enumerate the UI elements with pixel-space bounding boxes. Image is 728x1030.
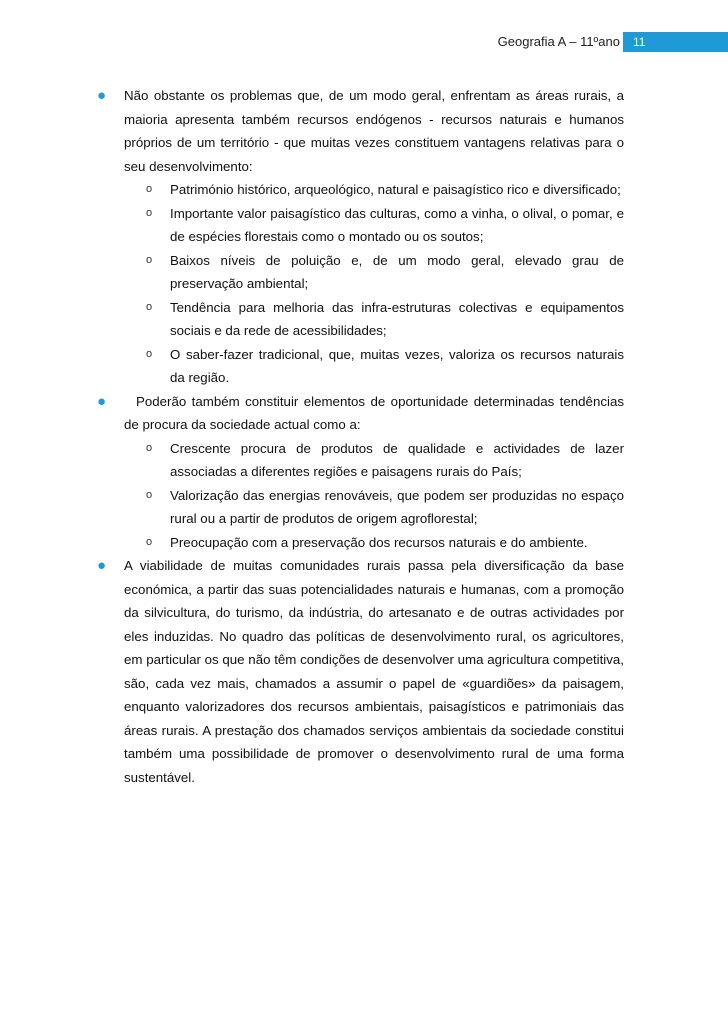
list-item xyxy=(146,249,624,296)
page-header xyxy=(0,32,728,54)
document-body xyxy=(97,84,624,789)
bullet-icon: ● xyxy=(97,557,107,574)
bullet-icon: ● xyxy=(97,87,107,104)
list-item-text: O saber-fazer tradicional, que, muitas vezes, valoriza os recursos naturais da região. xyxy=(170,346,624,385)
bullet-icon: ● xyxy=(97,392,107,410)
list-item-text: Crescente procura de produtos de qualidade e actividades de lazer associadas a diferentes regiões e paisagens rurais do País; xyxy=(170,440,624,479)
list-item xyxy=(146,296,624,343)
circle-bullet-icon: o xyxy=(146,253,153,266)
list-item xyxy=(146,343,624,390)
list-item xyxy=(146,484,624,531)
header-title: Geografia A – 11ºano xyxy=(497,34,620,49)
circle-bullet-icon: o xyxy=(146,535,153,548)
list-item-text: Preocupação com a preservação dos recursos naturais e do ambiente. xyxy=(170,534,588,550)
list-item xyxy=(146,202,624,249)
paragraph-3-text: A viabilidade de muitas comunidades rurais passa pela diversificação da base económica, a partir das suas potencialidades naturais e humanas, com a promoção da silvicultura, do turismo, da indústria, do artesanato e de outras actividades por eles induzidas. No quadro das políticas de desenvolvimento rural, os agricultores, em particular os que não têm condições de desenvolver uma agricultura competitiva, são, cada vez mais, chamados a assumir o papel de «guardiões» da paisagem, enquanto valorizadores dos recursos ambientais, paisagísticos e patrimoniais das áreas rurais. A prestação dos chamados serviços ambientais da sociedade constitui também uma possibilidade de promover o desenvolvimento rural de uma forma sustentável. xyxy=(124,558,624,785)
list-item-text: Património histórico, arqueológico, natural e paisagístico rico e diversificado; xyxy=(170,182,621,197)
list-item xyxy=(146,531,624,555)
circle-bullet-icon: o xyxy=(146,183,153,195)
circle-bullet-icon: o xyxy=(146,347,153,360)
paragraph-2-text: Poderão também constituir elementos de oportunidade determinadas tendências de procura da sociedade actual como a: xyxy=(124,393,624,432)
circle-bullet-icon: o xyxy=(146,488,153,501)
list-item-text: Importante valor paisagístico das culturas, como a vinha, o olival, o pomar, e de espécies florestais como o montado ou os soutos; xyxy=(170,205,624,244)
paragraph-1 xyxy=(97,84,624,178)
circle-bullet-icon: o xyxy=(146,441,153,454)
page-number-badge xyxy=(623,32,728,52)
list-item-text: Baixos níveis de poluição e, de um modo geral, elevado grau de preservação ambiental; xyxy=(170,252,624,291)
paragraph-2 xyxy=(97,390,624,437)
circle-bullet-icon: o xyxy=(146,300,153,313)
list-item-text: Tendência para melhoria das infra-estruturas colectivas e equipamentos sociais e da rede de acessibilidades; xyxy=(170,299,624,338)
circle-bullet-icon: o xyxy=(146,206,153,219)
list-item xyxy=(146,178,624,202)
list-item-text: Valorização das energias renováveis, que podem ser produzidas no espaço rural ou a partir de produtos de origem agroflorestal; xyxy=(170,487,624,526)
paragraph-1-text: Não obstante os problemas que, de um modo geral, enfrentam as áreas rurais, a maioria apresenta também recursos endógenos - recursos naturais e humanos próprios de um território - que muitas vezes constituem vantagens relativas para o seu desenvolvimento: xyxy=(124,88,624,174)
page-number: 11 xyxy=(633,35,646,49)
list-item xyxy=(146,437,624,484)
paragraph-3 xyxy=(97,554,624,789)
